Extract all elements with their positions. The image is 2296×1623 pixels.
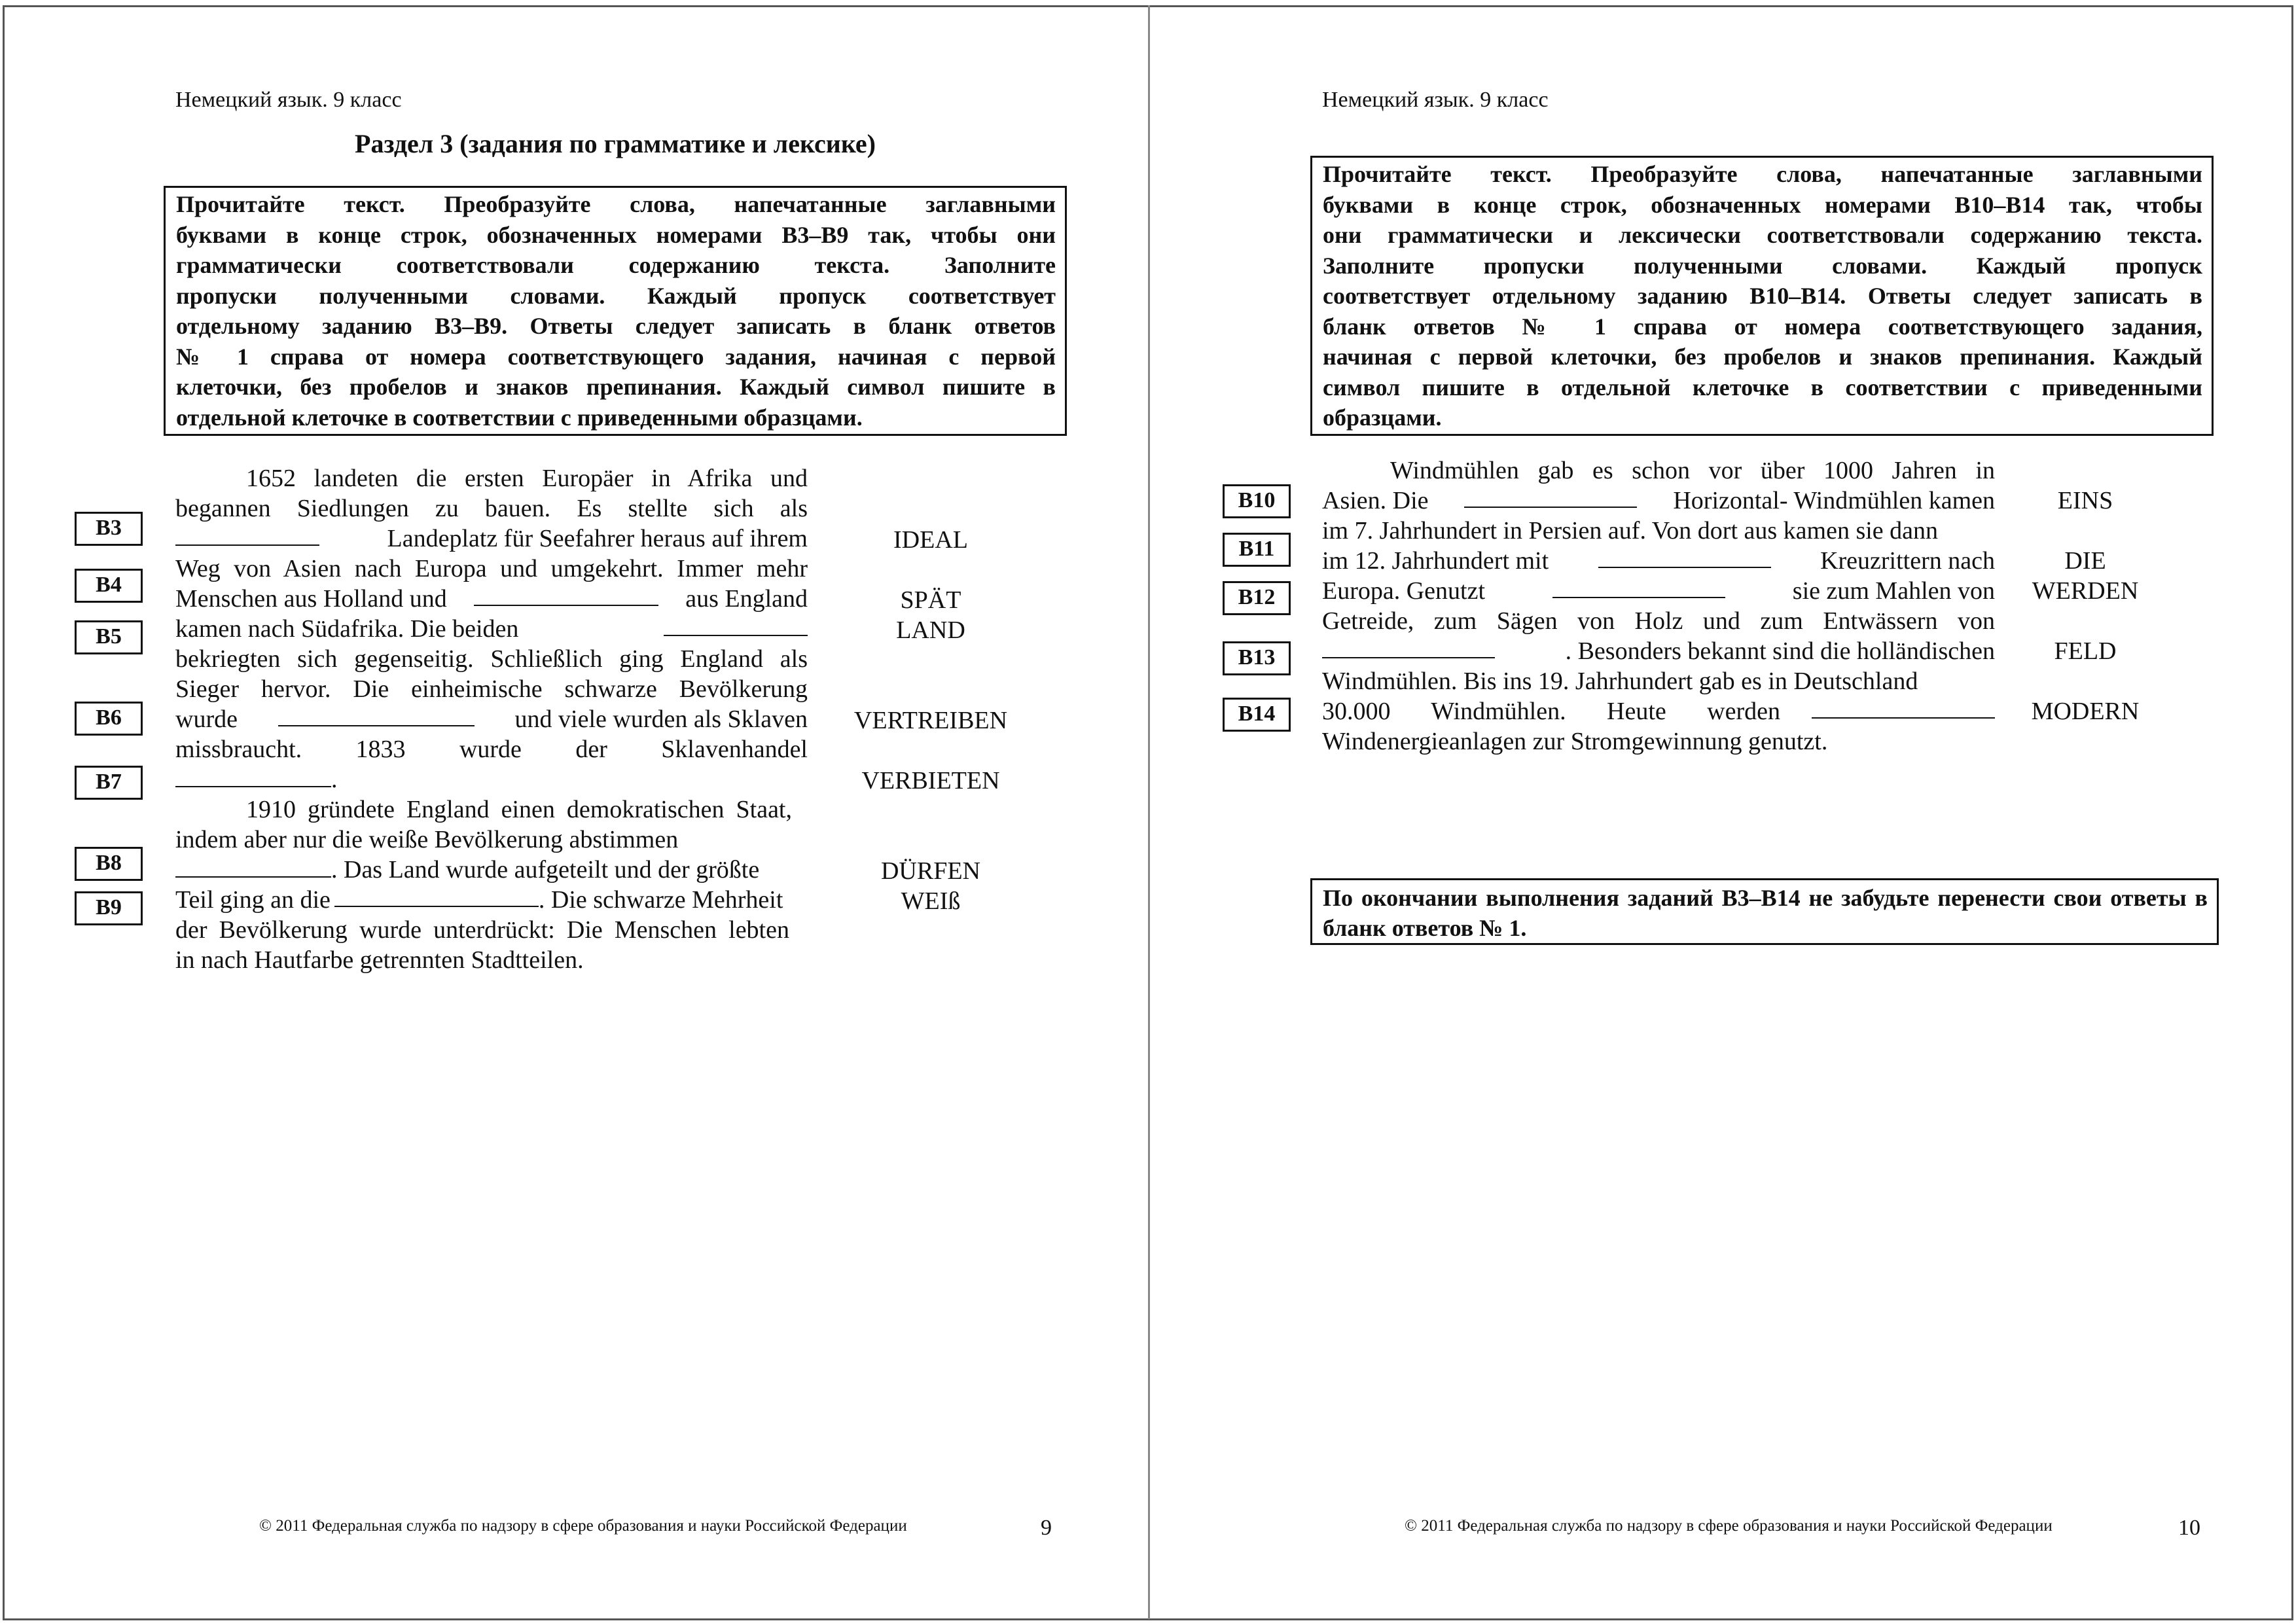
task-label-b9: B9 xyxy=(75,891,143,925)
right-page-number: 10 xyxy=(2178,1516,2200,1540)
text-line xyxy=(175,584,808,614)
text-fragment: . Das Land wurde aufgeteilt und der größte xyxy=(331,856,760,883)
keyword-verbieten: VERBIETEN xyxy=(861,767,1000,794)
gap-b3[interactable] xyxy=(175,524,319,546)
instruction-line: бланк ответов № 1 справа от номера соответствующего задания, xyxy=(1323,313,2202,340)
instruction-line: отдельной клеточке в соответствии с приведенными образцами. xyxy=(176,404,863,431)
keyword-die: DIE xyxy=(2064,547,2106,575)
text-line xyxy=(175,885,805,915)
right-footer: © 2011 Федеральная служба по надзору в сфере образования и науки Российской Федерации xyxy=(1405,1517,2053,1535)
text-line: Windmühlen. Bis ins 19. Jahrhundert gab es in Deutschland xyxy=(1322,668,1918,695)
instruction-line: Прочитайте текст. Преобразуйте слова, напечатанные заглавными xyxy=(176,191,1056,217)
text-fragment: Asien. Die xyxy=(1322,487,1429,514)
text-fragment: Menschen aus Holland und xyxy=(175,585,447,613)
keyword-vertreiben: VERTREIBEN xyxy=(853,707,1008,734)
keyword-eins: EINS xyxy=(2057,487,2113,514)
gap-b4[interactable] xyxy=(474,584,658,606)
gap-b6[interactable] xyxy=(278,704,475,726)
text-line: der Bevölkerung wurde unterdrückt: Die Menschen lebten xyxy=(175,916,789,944)
text-line xyxy=(175,704,808,734)
task-label-b14: B14 xyxy=(1223,698,1291,732)
keyword-ideal: IDEAL xyxy=(893,526,968,554)
text-line: Windmühlen gab es schon vor über 1000 Jahren in xyxy=(1390,457,1995,484)
keyword-land: LAND xyxy=(896,616,965,644)
keyword-feld: FELD xyxy=(2054,637,2117,665)
gap-b5[interactable] xyxy=(664,614,808,636)
text-fragment: im 12. Jahrhundert mit xyxy=(1322,547,1549,575)
gap-b14[interactable] xyxy=(1812,696,1995,719)
text-fragment: kamen nach Südafrika. Die beiden xyxy=(175,615,519,643)
text-line: indem aber nur die weiße Bevölkerung abstimmen xyxy=(175,826,679,853)
keyword-weiss: WEIß xyxy=(901,887,961,915)
text-line xyxy=(1322,636,1995,666)
text-fragment: . Die schwarze Mehrheit xyxy=(538,886,783,914)
text-fragment: sie zum Mahlen von xyxy=(1792,577,1995,605)
text-line: im 7. Jahrhundert in Persien auf. Von dort aus kamen sie dann xyxy=(1322,517,1939,544)
task-label-b3: B3 xyxy=(75,512,143,546)
left-footer: © 2011 Федеральная служба по надзору в сфере образования и науки Российской Федерации xyxy=(259,1517,907,1535)
task-label-b12: B12 xyxy=(1223,581,1291,615)
task-label-b13: B13 xyxy=(1223,641,1291,675)
instruction-line: клеточки, без пробелов и знаков препинания. Каждый символ пишите в xyxy=(176,374,1056,400)
gap-b13[interactable] xyxy=(1322,636,1495,658)
right-instruction-box xyxy=(1310,156,2214,436)
left-instruction-box xyxy=(164,186,1067,436)
left-page-header: Немецкий язык. 9 класс xyxy=(175,88,402,112)
instruction-line: Заполните пропуски полученными словами. Каждый пропуск xyxy=(1323,252,2202,279)
keyword-modern: MODERN xyxy=(2031,698,2140,725)
text-line xyxy=(175,614,808,644)
keyword-duerfen: DÜRFEN xyxy=(880,857,981,885)
text-fragment: Teil ging an die xyxy=(175,886,331,914)
keyword-werden: WERDEN xyxy=(2032,577,2139,605)
instruction-line: пропуски полученными словами. Каждый пропуск соответствует xyxy=(176,282,1056,309)
text-fragment: wurde xyxy=(175,705,238,733)
instruction-line: Прочитайте текст. Преобразуйте слова, напечатанные заглавными xyxy=(1323,161,2202,187)
text-line xyxy=(175,524,808,554)
text-fragment: Horizontal- Windmühlen kamen xyxy=(1673,487,1995,514)
text-line: begannen Siedlungen zu bauen. Es stellte sich als xyxy=(175,495,808,522)
instruction-line: образцами. xyxy=(1323,404,1442,431)
text-line xyxy=(1322,696,1995,726)
text-line: bekriegten sich gegenseitig. Schließlich ging England als xyxy=(175,645,808,673)
text-fragment: Europa. Genutzt xyxy=(1322,577,1486,605)
left-page-number: 9 xyxy=(1041,1516,1052,1540)
text-fragment: Landeplatz für Seefahrer heraus auf ihrem xyxy=(387,525,808,552)
text-line: Windenergieanlagen zur Stromgewinnung genutzt. xyxy=(1322,728,1828,755)
right-page-header: Немецкий язык. 9 класс xyxy=(1322,88,1549,112)
instruction-line: соответствует отдельному заданию B10–B14. Ответы следует записать в xyxy=(1323,283,2202,309)
instruction-line: символ пишите в отдельной клеточке в соответствии с приведенными xyxy=(1323,374,2202,401)
page-divider xyxy=(1148,5,1150,1619)
task-label-b10: B10 xyxy=(1223,484,1291,518)
text-fragment: . Besonders bekannt sind die holländischen xyxy=(1565,637,1995,665)
instruction-line: буквами в конце строк, обозначенных номерами B3–B9 так, чтобы они xyxy=(176,221,1056,248)
instruction-line: отдельному заданию B3–B9. Ответы следует записать в бланк ответов xyxy=(176,313,1056,339)
gap-b9[interactable] xyxy=(334,885,539,907)
gap-b12[interactable] xyxy=(1552,576,1725,598)
instruction-line: буквами в конце строк, обозначенных номерами B10–B14 так, чтобы xyxy=(1323,191,2202,218)
final-note-box: По окончании выполнения заданий B3–B14 не забудьте перенести свои ответы в бланк ответов № 1. xyxy=(1310,878,2219,945)
section-title: Раздел 3 (задания по грамматике и лексике) xyxy=(355,129,876,158)
text-fragment: Kreuzrittern nach xyxy=(1820,547,1995,575)
task-label-b8: B8 xyxy=(75,847,143,881)
task-label-b7: B7 xyxy=(75,766,143,800)
task-label-b5: B5 xyxy=(75,620,143,654)
gap-b7[interactable] xyxy=(175,765,331,787)
text-fragment: aus England xyxy=(685,585,808,613)
text-fragment: und viele wurden als Sklaven xyxy=(514,705,808,733)
keyword-spaet: SPÄT xyxy=(900,586,961,614)
text-line xyxy=(175,855,759,885)
text-line xyxy=(175,764,338,794)
text-line: Weg von Asien nach Europa und umgekehrt. Immer mehr xyxy=(175,555,808,582)
text-line: Getreide, zum Sägen von Holz und zum Entwässern von xyxy=(1322,607,1995,635)
text-fragment: 30.000 Windmühlen. Heute werden xyxy=(1322,698,1780,725)
instruction-line: грамматически соответствовали содержанию текста. Заполните xyxy=(176,252,1056,278)
text-line xyxy=(1322,486,1995,516)
instruction-line: начиная с первой клеточки, без пробелов и знаков препинания. Каждый xyxy=(1323,344,2202,370)
instruction-line: № 1 справа от номера соответствующего задания, начиная с первой xyxy=(176,343,1056,370)
text-line: in nach Hautfarbe getrennten Stadtteilen. xyxy=(175,946,584,974)
gap-b8[interactable] xyxy=(175,855,331,878)
text-line: 1910 gründete England einen demokratischen Staat, xyxy=(246,796,792,823)
text-line xyxy=(1322,546,1995,576)
task-label-b4: B4 xyxy=(75,569,143,603)
gap-b11[interactable] xyxy=(1598,546,1771,568)
text-line: missbraucht. 1833 wurde der Sklavenhandel xyxy=(175,736,808,763)
task-label-b6: B6 xyxy=(75,702,143,736)
gap-b10[interactable] xyxy=(1464,486,1637,508)
text-line: Sieger hervor. Die einheimische schwarze Bevölkerung xyxy=(175,675,808,703)
instruction-line: они грамматически и лексически соответствовали содержанию текста. xyxy=(1323,222,2202,248)
text-fragment: . xyxy=(331,766,338,793)
task-label-b11: B11 xyxy=(1223,533,1291,567)
text-line xyxy=(1322,576,1995,606)
text-line: 1652 landeten die ersten Europäer in Afrika und xyxy=(246,465,808,492)
